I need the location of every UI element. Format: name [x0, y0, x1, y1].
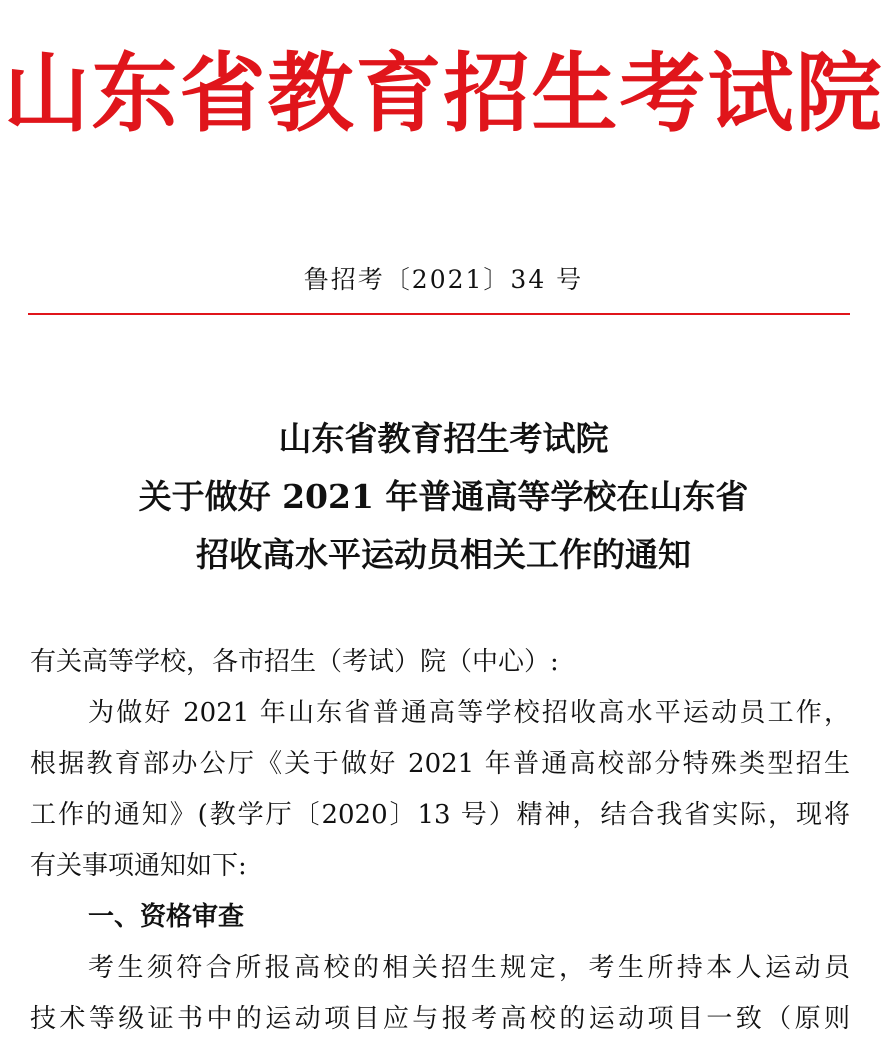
notice-body	[30, 640, 850, 1048]
paragraph-line: 技术等级证书中的运动项目应与报考高校的运动项目一致（原则	[30, 1004, 850, 1034]
section-heading: 一、资格审查	[88, 902, 245, 932]
paragraph-line: 考生须符合所报高校的相关招生规定，考生所持本人运动员	[88, 953, 850, 983]
paragraph-line: 根据教育部办公厅《关于做好 2021 年普通高校部分特殊类型招生	[30, 749, 850, 779]
paragraph-line: 工作的通知》(教学厅〔2020〕13 号）精神，结合我省实际，现将	[30, 800, 850, 830]
paragraph-line: 有关事项通知如下:	[30, 851, 247, 881]
salutation: 有关高等学校，各市招生（考试）院（中心）:	[30, 647, 559, 677]
red-divider-line	[28, 313, 850, 315]
masthead: 山东省教育招生考试院	[3, 44, 884, 144]
document-number: 鲁招考〔2021〕34 号	[303, 265, 584, 294]
title-line: 招收高水平运动员相关工作的通知	[196, 535, 691, 574]
notice-title	[0, 410, 887, 584]
title-line: 关于做好 2021 年普通高等学校在山东省	[138, 477, 749, 516]
paragraph-line: 为做好 2021 年山东省普通高等学校招收高水平运动员工作，	[88, 698, 850, 728]
title-line: 山东省教育招生考试院	[278, 419, 609, 458]
